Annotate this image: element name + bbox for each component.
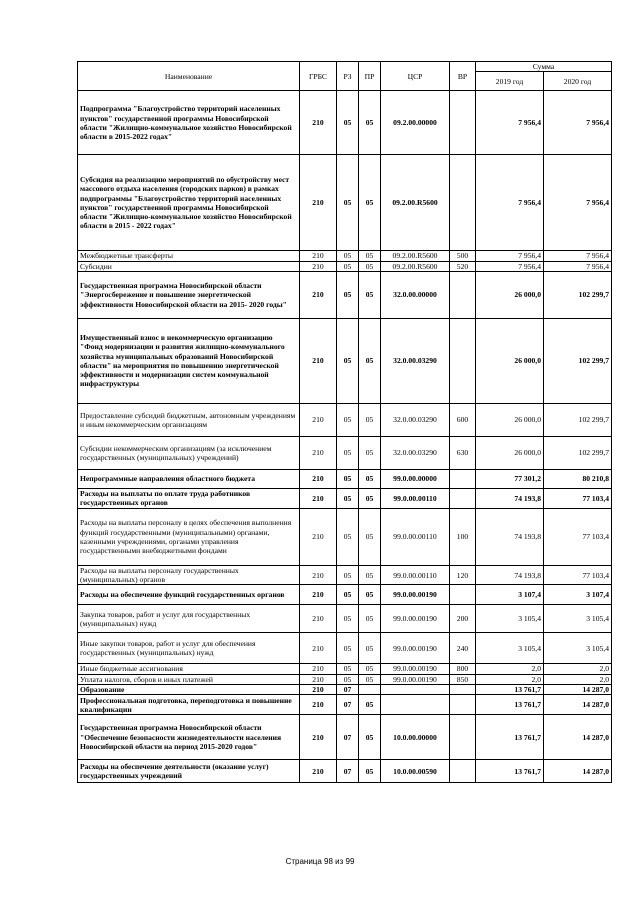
- budget-table: [77, 61, 612, 783]
- cell-grbs: 210: [300, 674, 337, 684]
- header-pr: ПР: [359, 62, 381, 91]
- cell-sum-2019: 3 105,4: [476, 605, 544, 633]
- cell-sum-2020: 77 103,4: [544, 565, 612, 585]
- page-number: Страница 98 из 99: [285, 857, 355, 866]
- cell-csr: 99.0.00.00190: [381, 633, 450, 664]
- cell-grbs: 210: [300, 633, 337, 664]
- cell-pr: 05: [359, 271, 381, 318]
- cell-name: Субсидии некоммерческим организациям (за исключением государственных (муниципальных) учреждений): [78, 436, 300, 469]
- cell-pr: 05: [359, 760, 381, 783]
- cell-sum-2019: 7 956,4: [476, 91, 544, 155]
- cell-sum-2019: 74 193,8: [476, 508, 544, 565]
- cell-sum-2020: 14 287,0: [544, 715, 612, 760]
- cell-sum-2020: 102 299,7: [544, 318, 612, 403]
- cell-sum-2019: 3 107,4: [476, 585, 544, 605]
- table-row: [78, 261, 612, 271]
- cell-grbs: 210: [300, 685, 337, 695]
- cell-sum-2019: 74 193,8: [476, 565, 544, 585]
- cell-sum-2019: 13 761,7: [476, 685, 544, 695]
- cell-name: Субсидии: [78, 261, 300, 271]
- cell-vr: 500: [450, 251, 476, 261]
- cell-vr: 520: [450, 261, 476, 271]
- cell-rz: 05: [337, 605, 359, 633]
- table-row: [78, 508, 612, 565]
- cell-sum-2019: 3 105,4: [476, 633, 544, 664]
- cell-vr: [450, 760, 476, 783]
- cell-csr: 32.0.00.03290: [381, 403, 450, 436]
- cell-csr: 99.0.00.00190: [381, 605, 450, 633]
- header-sum: Сумма: [476, 62, 612, 72]
- header-grbs: ГРБС: [300, 62, 337, 91]
- cell-grbs: 210: [300, 488, 337, 508]
- cell-sum-2020: 80 210,8: [544, 469, 612, 488]
- cell-name: Иные закупки товаров, работ и услуг для обеспечения государственных (муниципальных) нужд: [78, 633, 300, 664]
- cell-vr: 600: [450, 403, 476, 436]
- cell-sum-2020: 2,0: [544, 674, 612, 684]
- cell-sum-2019: 13 761,7: [476, 715, 544, 760]
- cell-rz: 05: [337, 674, 359, 684]
- cell-pr: [359, 685, 381, 695]
- table-row: [78, 488, 612, 508]
- cell-sum-2019: 13 761,7: [476, 695, 544, 715]
- cell-pr: 05: [359, 469, 381, 488]
- cell-rz: 05: [337, 585, 359, 605]
- cell-sum-2019: 7 956,4: [476, 155, 544, 251]
- cell-csr: 09.2.00.R5600: [381, 251, 450, 261]
- cell-grbs: 210: [300, 715, 337, 760]
- cell-sum-2020: 102 299,7: [544, 271, 612, 318]
- cell-name: Расходы на выплаты по оплате труда работников государственных органов: [78, 488, 300, 508]
- cell-sum-2020: 3 107,4: [544, 585, 612, 605]
- cell-grbs: 210: [300, 403, 337, 436]
- cell-vr: [450, 585, 476, 605]
- table-row: [78, 685, 612, 695]
- cell-sum-2019: 77 301,2: [476, 469, 544, 488]
- cell-csr: 32.0.00.03290: [381, 436, 450, 469]
- table-row: [78, 251, 612, 261]
- cell-sum-2020: 77 103,4: [544, 488, 612, 508]
- cell-sum-2019: 26 000,0: [476, 318, 544, 403]
- cell-grbs: 210: [300, 261, 337, 271]
- cell-sum-2020: 3 105,4: [544, 633, 612, 664]
- cell-grbs: 210: [300, 318, 337, 403]
- cell-csr: 99.0.00.00110: [381, 508, 450, 565]
- cell-csr: 99.0.00.00190: [381, 674, 450, 684]
- cell-rz: 05: [337, 271, 359, 318]
- cell-grbs: 210: [300, 91, 337, 155]
- cell-name: Государственная программа Новосибирской области "Энергосбережение и повышение энергетической эффективности Новосибирской области на 2015- 2020 годы": [78, 271, 300, 318]
- cell-sum-2019: 7 956,4: [476, 261, 544, 271]
- cell-vr: 630: [450, 436, 476, 469]
- cell-csr: 09.2.00.R5600: [381, 155, 450, 251]
- cell-grbs: 210: [300, 565, 337, 585]
- table-row: [78, 585, 612, 605]
- cell-name: Субсидия на реализацию мероприятий по обустройству мест массового отдыха населения (городских парков) в рамках подпрограммы "Благоустройство территорий населенных пунктов" государственной программы Новосибирской области "Жилищно-коммунальное хозяйство Новосибирской области в 2015 - 2022 годах": [78, 155, 300, 251]
- cell-grbs: 210: [300, 695, 337, 715]
- cell-name: Расходы на выплаты персоналу государственных (муниципальных) органов: [78, 565, 300, 585]
- cell-pr: 05: [359, 695, 381, 715]
- cell-name: Расходы на обеспечение функций государственных органов: [78, 585, 300, 605]
- cell-rz: 05: [337, 488, 359, 508]
- cell-sum-2019: 2,0: [476, 664, 544, 674]
- cell-vr: 850: [450, 674, 476, 684]
- cell-name: Предоставление субсидий бюджетным, автономным учреждениям и иным некоммерческим организациям: [78, 403, 300, 436]
- cell-sum-2019: 74 193,8: [476, 488, 544, 508]
- cell-pr: 05: [359, 251, 381, 261]
- cell-csr: 09.2.00.R5600: [381, 261, 450, 271]
- cell-sum-2020: 7 956,4: [544, 261, 612, 271]
- cell-pr: 05: [359, 403, 381, 436]
- table-row: [78, 155, 612, 251]
- cell-name: Подпрограмма "Благоустройство территорий населенных пунктов" государственной программы Новосибирской области "Жилищно-коммунальное хозяйство Новосибирской области в 2015-2022 годах": [78, 91, 300, 155]
- cell-sum-2019: 13 761,7: [476, 760, 544, 783]
- cell-name: Межбюджетные трансферты: [78, 251, 300, 261]
- cell-name: Государственная программа Новосибирской области "Обеспечение безопасности жизнедеятельности населения Новосибирской области на период 2015-2020 годов": [78, 715, 300, 760]
- header-csr: ЦСР: [381, 62, 450, 91]
- cell-pr: 05: [359, 565, 381, 585]
- cell-rz: 05: [337, 261, 359, 271]
- cell-rz: 05: [337, 251, 359, 261]
- table-row: [78, 605, 612, 633]
- cell-sum-2020: 7 956,4: [544, 155, 612, 251]
- cell-name: Иные бюджетные ассигнования: [78, 664, 300, 674]
- cell-name: Расходы на обеспечение деятельности (оказание услуг) государственных учреждений: [78, 760, 300, 783]
- cell-grbs: 210: [300, 605, 337, 633]
- cell-grbs: 210: [300, 585, 337, 605]
- cell-rz: 05: [337, 633, 359, 664]
- cell-sum-2019: 2,0: [476, 674, 544, 684]
- cell-vr: [450, 91, 476, 155]
- table-row: [78, 318, 612, 403]
- table-row: [78, 436, 612, 469]
- cell-pr: 05: [359, 674, 381, 684]
- cell-rz: 05: [337, 436, 359, 469]
- cell-sum-2020: 7 956,4: [544, 251, 612, 261]
- cell-rz: 07: [337, 760, 359, 783]
- cell-sum-2020: 3 105,4: [544, 605, 612, 633]
- cell-pr: 05: [359, 664, 381, 674]
- table-row: [78, 760, 612, 783]
- header-rz: РЗ: [337, 62, 359, 91]
- cell-csr: [381, 695, 450, 715]
- cell-vr: [450, 155, 476, 251]
- cell-grbs: 210: [300, 436, 337, 469]
- cell-csr: 99.0.00.00110: [381, 565, 450, 585]
- cell-sum-2019: 26 000,0: [476, 403, 544, 436]
- cell-vr: 120: [450, 565, 476, 585]
- cell-sum-2020: 7 956,4: [544, 91, 612, 155]
- cell-csr: 99.0.00.00190: [381, 664, 450, 674]
- cell-name: Непрограммные направления областного бюджета: [78, 469, 300, 488]
- table-row: [78, 91, 612, 155]
- cell-rz: 05: [337, 664, 359, 674]
- cell-csr: [381, 685, 450, 695]
- cell-csr: 99.0.00.00190: [381, 585, 450, 605]
- cell-vr: [450, 318, 476, 403]
- cell-pr: 05: [359, 91, 381, 155]
- cell-rz: 07: [337, 685, 359, 695]
- cell-vr: 240: [450, 633, 476, 664]
- cell-sum-2019: 26 000,0: [476, 436, 544, 469]
- cell-sum-2020: 14 287,0: [544, 760, 612, 783]
- cell-rz: 05: [337, 508, 359, 565]
- cell-sum-2019: 7 956,4: [476, 251, 544, 261]
- header-year-2020: 2020 год: [544, 72, 612, 91]
- table-row: [78, 715, 612, 760]
- cell-sum-2020: 102 299,7: [544, 436, 612, 469]
- cell-pr: 05: [359, 633, 381, 664]
- cell-name: Закупка товаров, работ и услуг для государственных (муниципальных) нужд: [78, 605, 300, 633]
- cell-rz: 05: [337, 155, 359, 251]
- cell-rz: 05: [337, 91, 359, 155]
- cell-pr: 05: [359, 436, 381, 469]
- cell-sum-2020: 2,0: [544, 664, 612, 674]
- table-row: [78, 403, 612, 436]
- cell-pr: 05: [359, 605, 381, 633]
- cell-pr: 05: [359, 585, 381, 605]
- cell-grbs: 210: [300, 508, 337, 565]
- cell-vr: [450, 469, 476, 488]
- table-row: [78, 695, 612, 715]
- cell-sum-2020: 14 287,0: [544, 695, 612, 715]
- cell-pr: 05: [359, 715, 381, 760]
- cell-vr: [450, 685, 476, 695]
- header-vr: ВР: [450, 62, 476, 91]
- cell-csr: 09.2.00.00000: [381, 91, 450, 155]
- cell-grbs: 210: [300, 664, 337, 674]
- cell-csr: 32.0.00.03290: [381, 318, 450, 403]
- cell-name: Профессиональная подготовка, переподготовка и повышение квалификации: [78, 695, 300, 715]
- cell-csr: 10.0.00.00000: [381, 715, 450, 760]
- table-body: [78, 91, 612, 783]
- cell-rz: 05: [337, 469, 359, 488]
- cell-pr: 05: [359, 488, 381, 508]
- cell-csr: 10.0.00.00590: [381, 760, 450, 783]
- table-row: [78, 271, 612, 318]
- cell-vr: 100: [450, 508, 476, 565]
- cell-csr: 99.0.00.00000: [381, 469, 450, 488]
- cell-sum-2019: 26 000,0: [476, 271, 544, 318]
- table-row: [78, 664, 612, 674]
- cell-rz: 07: [337, 715, 359, 760]
- cell-grbs: 210: [300, 271, 337, 318]
- cell-vr: 800: [450, 664, 476, 674]
- cell-grbs: 210: [300, 469, 337, 488]
- cell-sum-2020: 102 299,7: [544, 403, 612, 436]
- cell-pr: 05: [359, 261, 381, 271]
- table-row: [78, 469, 612, 488]
- cell-name: Образование: [78, 685, 300, 695]
- cell-rz: 05: [337, 318, 359, 403]
- cell-vr: [450, 715, 476, 760]
- header-year-2019: 2019 год: [476, 72, 544, 91]
- cell-rz: 07: [337, 695, 359, 715]
- cell-vr: [450, 695, 476, 715]
- cell-pr: 05: [359, 508, 381, 565]
- cell-grbs: 210: [300, 760, 337, 783]
- cell-csr: 99.0.00.00110: [381, 488, 450, 508]
- cell-sum-2020: 77 103,4: [544, 508, 612, 565]
- table-row: [78, 565, 612, 585]
- cell-grbs: 210: [300, 251, 337, 261]
- cell-sum-2020: 14 287,0: [544, 685, 612, 695]
- header-name: Наименование: [78, 62, 300, 91]
- cell-name: Имущественный взнос в некоммерческую организацию "Фонд модернизации и развития жилищно-коммунального хозяйства муниципальных образований Новосибирской области" на мероприятия по повышению энергетической эффективности и модернизации систем коммунальной инфраструктуры: [78, 318, 300, 403]
- cell-name: Уплата налогов, сборов и иных платежей: [78, 674, 300, 684]
- cell-rz: 05: [337, 403, 359, 436]
- cell-vr: [450, 271, 476, 318]
- cell-grbs: 210: [300, 155, 337, 251]
- cell-pr: 05: [359, 155, 381, 251]
- cell-csr: 32.0.00.00000: [381, 271, 450, 318]
- cell-vr: 200: [450, 605, 476, 633]
- table-row: [78, 633, 612, 664]
- cell-pr: 05: [359, 318, 381, 403]
- table-row: [78, 674, 612, 684]
- cell-name: Расходы на выплаты персоналу в целях обеспечения выполнения функций государственными (муниципальными) органами, казенными учреждениями, органами управления государственными внебюджетными фондами: [78, 508, 300, 565]
- cell-vr: [450, 488, 476, 508]
- cell-rz: 05: [337, 565, 359, 585]
